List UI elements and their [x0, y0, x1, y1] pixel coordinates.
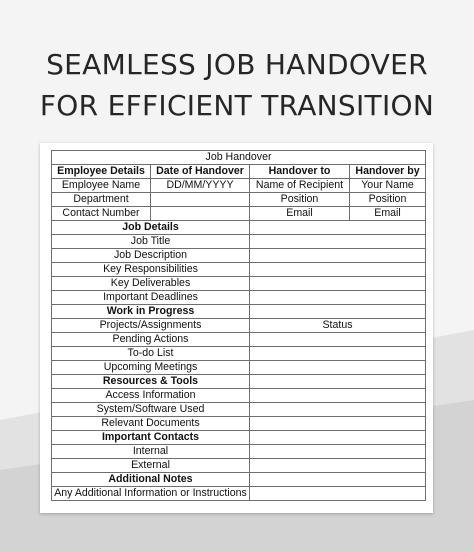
item-value [250, 431, 426, 445]
table-row [52, 207, 426, 221]
item-label: External [52, 459, 250, 473]
table-cell: Contact Number [52, 207, 151, 221]
item-label: Job Description [52, 249, 250, 263]
table-row [52, 193, 426, 207]
item-value [250, 459, 426, 473]
title-line-1: SEAMLESS JOB HANDOVER [46, 48, 428, 81]
table-cell [151, 207, 250, 221]
item-label: Access Information [52, 389, 250, 403]
item-label: Projects/Assignments [52, 319, 250, 333]
caption-row [52, 151, 426, 165]
table-row [52, 235, 426, 249]
section-header-row [52, 221, 426, 235]
item-value [250, 473, 426, 487]
column-header: Handover to [250, 165, 350, 179]
table-row [52, 445, 426, 459]
table-cell: Email [250, 207, 350, 221]
table-cell: DD/MM/YYYY [151, 179, 250, 193]
item-value [250, 263, 426, 277]
table-cell: Department [52, 193, 151, 207]
item-label: Pending Actions [52, 333, 250, 347]
table-row [52, 487, 426, 501]
table-row [52, 459, 426, 473]
section-header-row [52, 473, 426, 487]
item-value [250, 277, 426, 291]
table-caption: Job Handover [52, 151, 426, 165]
item-value [250, 221, 426, 235]
table-row [52, 263, 426, 277]
item-label: Relevant Documents [52, 417, 250, 431]
item-value [250, 445, 426, 459]
section-title: Important Contacts [52, 431, 250, 445]
table-row [52, 319, 426, 333]
item-value [250, 389, 426, 403]
section-title: Additional Notes [52, 473, 250, 487]
table-row [52, 291, 426, 305]
header-row [52, 165, 426, 179]
table-cell: Position [250, 193, 350, 207]
item-value [250, 403, 426, 417]
table-row [52, 403, 426, 417]
item-value [250, 291, 426, 305]
item-label: Key Responsibilities [52, 263, 250, 277]
table-cell: Your Name [350, 179, 426, 193]
table-cell [151, 193, 250, 207]
page-title [0, 44, 474, 126]
title-line-2: FOR EFFICIENT TRANSITION [39, 89, 435, 122]
item-value [250, 333, 426, 347]
table-cell: Email [350, 207, 426, 221]
item-label: Internal [52, 445, 250, 459]
item-value [250, 305, 426, 319]
item-label: Upcoming Meetings [52, 361, 250, 375]
column-header: Date of Handover [151, 165, 250, 179]
table-row [52, 417, 426, 431]
item-value [250, 249, 426, 263]
table-row [52, 179, 426, 193]
item-value [250, 361, 426, 375]
column-header: Handover by [350, 165, 426, 179]
table-row [52, 249, 426, 263]
table-cell: Position [350, 193, 426, 207]
item-label: Important Deadlines [52, 291, 250, 305]
item-value [250, 235, 426, 249]
section-title: Resources & Tools [52, 375, 250, 389]
section-header-row [52, 375, 426, 389]
table-cell: Employee Name [52, 179, 151, 193]
item-label: Key Deliverables [52, 277, 250, 291]
table-cell: Name of Recipient [250, 179, 350, 193]
table-row [52, 277, 426, 291]
handover-table [51, 150, 426, 501]
item-value [250, 417, 426, 431]
section-title: Work in Progress [52, 305, 250, 319]
item-value [250, 487, 426, 501]
column-header: Employee Details [52, 165, 151, 179]
item-value [250, 375, 426, 389]
item-label: System/Software Used [52, 403, 250, 417]
item-label: Any Additional Information or Instructions [52, 487, 250, 501]
item-value [250, 347, 426, 361]
item-value: Status [250, 319, 426, 333]
section-header-row [52, 431, 426, 445]
table-row [52, 333, 426, 347]
table-row [52, 389, 426, 403]
handover-sheet [40, 143, 433, 513]
table-row [52, 361, 426, 375]
section-header-row [52, 305, 426, 319]
table-row [52, 347, 426, 361]
section-title: Job Details [52, 221, 250, 235]
item-label: Job Title [52, 235, 250, 249]
item-label: To-do List [52, 347, 250, 361]
